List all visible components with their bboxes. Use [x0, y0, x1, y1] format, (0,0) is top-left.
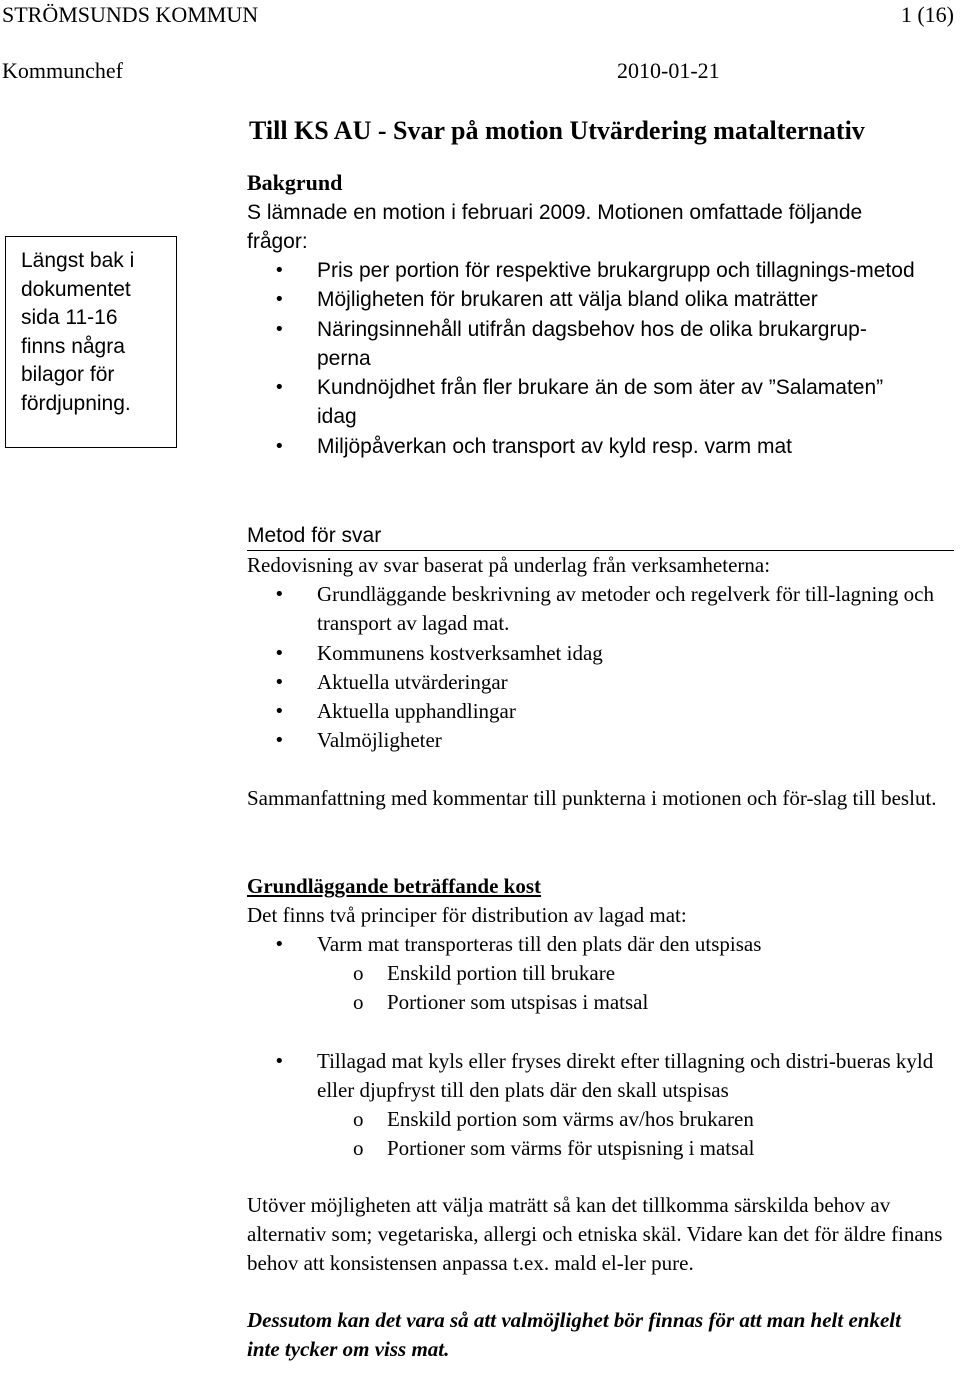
list-item [247, 1047, 954, 1163]
side-note-line: finns några [21, 334, 125, 358]
list-item: • Valmöjligheter [247, 726, 954, 755]
list-item [247, 930, 954, 1017]
kost-paragraph: Utöver möjligheten att välja maträtt så kan det tillkomma särskilda behov av alternativ som; vegetariska, allergi och etniska skäl. Vidare kan det för äldre finans behov att konsistensen anpassa t.ex. mald el-ler pure. [247, 1193, 943, 1275]
kost-list-1 [247, 930, 954, 1017]
list-item: • Aktuella upphandlingar [247, 697, 954, 726]
heading-kost: Grundläggande beträffande kost [247, 874, 542, 898]
metod-summary: Sammanfattning med kommentar till punkterna i motionen och för-slag till beslut. [247, 785, 937, 810]
list-item: • Grundläggande beskrivning av metoder och regelverk för till-lagning och transport av lagad mat. [247, 580, 954, 639]
section-kost [247, 872, 954, 1364]
heading-bakgrund: Bakgrund [247, 170, 343, 195]
bakgrund-list [247, 256, 954, 461]
sub-item-text: Portioner som utspisas i matsal [387, 990, 649, 1014]
circle-bullet-icon: o [353, 961, 364, 985]
list-item: • Möjligheten för brukaren att välja bland olika maträtter [247, 285, 954, 314]
side-note-line: fördjupning. [21, 391, 131, 415]
side-note-line: sida 11-16 [21, 306, 118, 329]
side-note-line: dokumentet [21, 277, 131, 301]
sub-list-item [317, 1105, 954, 1134]
section-metod [247, 521, 954, 813]
sub-list [317, 959, 954, 1017]
heading-metod: Metod för svar [247, 521, 954, 551]
list-item-text: Varm mat transporteras till den plats där den utspisas [317, 932, 762, 956]
side-note-line: bilagor för [21, 363, 115, 386]
list-item-text: Tillagad mat kyls eller fryses direkt efter tillagning och distri-bueras kyld eller djupfryst till den plats där den skall utspisas [317, 1049, 934, 1102]
header-date: 2010-01-21 [617, 58, 720, 83]
kost-closing: Dessutom kan det vara så att valmöjlighet bör finnas för att man helt enkelt inte tycker om viss mat. [247, 1308, 901, 1361]
section-bakgrund [247, 168, 954, 461]
list-item: • Näringsinnehåll utifrån dagsbehov hos de olika brukargrup-perna [247, 315, 954, 374]
kost-list-2 [247, 1047, 954, 1163]
circle-bullet-icon: o [353, 1107, 364, 1131]
sub-item-text: Enskild portion som värms av/hos brukaren [387, 1107, 754, 1131]
document-title: Till KS AU - Svar på motion Utvärdering matalternativ [249, 116, 865, 145]
kost-intro: Det finns två principer för distribution av lagad mat: [247, 903, 687, 927]
bakgrund-intro-line: S lämnade en motion i februari 2009. Motionen omfattade följande [247, 201, 863, 224]
sub-item-text: Portioner som värms för utspisning i matsal [387, 1136, 755, 1160]
header-author: Kommunchef [2, 58, 123, 83]
metod-list [247, 580, 954, 756]
sub-list-item [317, 1134, 954, 1163]
sub-list [317, 1105, 954, 1163]
list-item: • Kommunens kostverksamhet idag [247, 639, 954, 668]
sub-list-item [317, 959, 954, 988]
list-item: • Miljöpåverkan och transport av kyld resp. varm mat [247, 432, 954, 461]
bakgrund-intro-line: frågor: [247, 230, 308, 253]
list-item: • Kundnöjdhet från fler brukare än de som äter av ”Salamaten” idag [247, 373, 954, 432]
side-note-line: Längst bak i [21, 249, 135, 272]
header-organization: STRÖMSUNDS KOMMUN [2, 2, 259, 27]
header-page-number: 1 (16) [900, 2, 954, 27]
side-note-box [5, 236, 177, 448]
metod-intro: Redovisning av svar baserat på underlag från verksamheterna: [247, 553, 771, 577]
circle-bullet-icon: o [353, 990, 364, 1014]
list-item: • Pris per portion för respektive brukargrupp och tillagnings-metod [247, 256, 954, 285]
circle-bullet-icon: o [353, 1136, 364, 1160]
list-item: • Aktuella utvärderingar [247, 668, 954, 697]
sub-item-text: Enskild portion till brukare [387, 961, 616, 985]
sub-list-item [317, 988, 954, 1017]
